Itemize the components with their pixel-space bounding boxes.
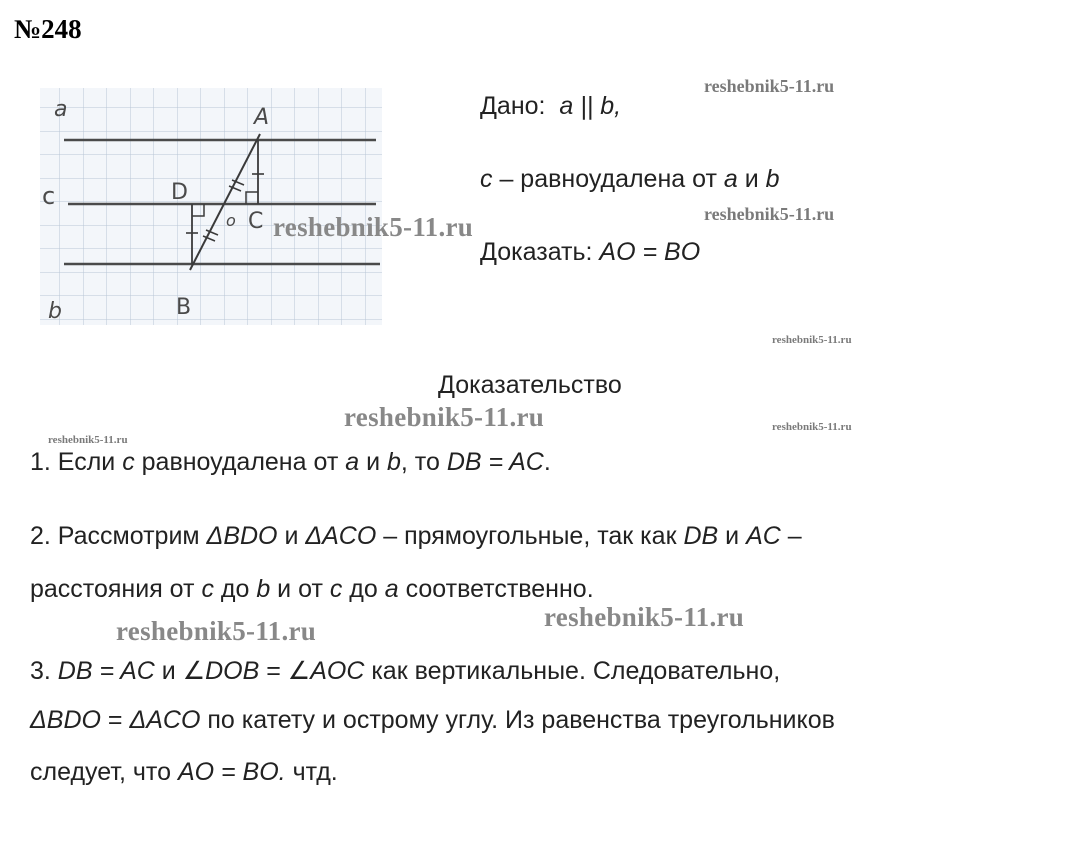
label-A: A <box>254 105 270 130</box>
watermark: reshebnik5-11.ru <box>704 204 835 224</box>
watermark: reshebnik5-11.ru <box>48 434 128 446</box>
label-c: c <box>42 182 56 210</box>
label-D: D <box>171 180 188 205</box>
label-C: C <box>248 209 264 234</box>
proof-step-3-cont: ΔBDO = ΔACO по катету и острому углу. Из равенства треугольников <box>30 706 835 734</box>
proof-step-1: 1. Если c равноудалена от a и b, то DB = AC. <box>30 448 551 476</box>
watermark: reshebnik5-11.ru <box>704 76 835 96</box>
watermark: reshebnik5-11.ru <box>772 334 852 346</box>
watermark: reshebnik5-11.ru <box>116 616 317 646</box>
proof-step-2: 2. Рассмотрим ΔBDO и ΔACO – прямоугольные, так как DB и AC – <box>30 522 802 550</box>
proof-heading: Доказательство <box>438 371 622 399</box>
prove-statement: Доказать: AO = BO <box>480 238 701 266</box>
problem-number: №248 <box>14 14 82 44</box>
label-B: B <box>176 295 192 320</box>
proof-step-3: 3. DB = AC и ∠DOB = ∠AOC как вертикальные. Следовательно, <box>30 657 781 685</box>
watermark: reshebnik5-11.ru <box>344 402 545 432</box>
given-equidistant: c – равноудалена от a и b <box>480 165 780 193</box>
label-a: a <box>54 97 68 122</box>
proof-conclusion: следует, что AO = BO. чтд. <box>30 758 338 786</box>
proof-step-2-cont: расстояния от c до b и от c до a соответственно. <box>30 575 594 603</box>
label-b: b <box>48 299 62 324</box>
given-parallel: Дано: a || b, <box>480 92 622 120</box>
watermark: reshebnik5-11.ru <box>273 212 474 242</box>
watermark: reshebnik5-11.ru <box>772 421 852 433</box>
geometry-figure <box>36 84 386 329</box>
label-O: o <box>226 211 236 230</box>
watermark: reshebnik5-11.ru <box>544 602 745 632</box>
